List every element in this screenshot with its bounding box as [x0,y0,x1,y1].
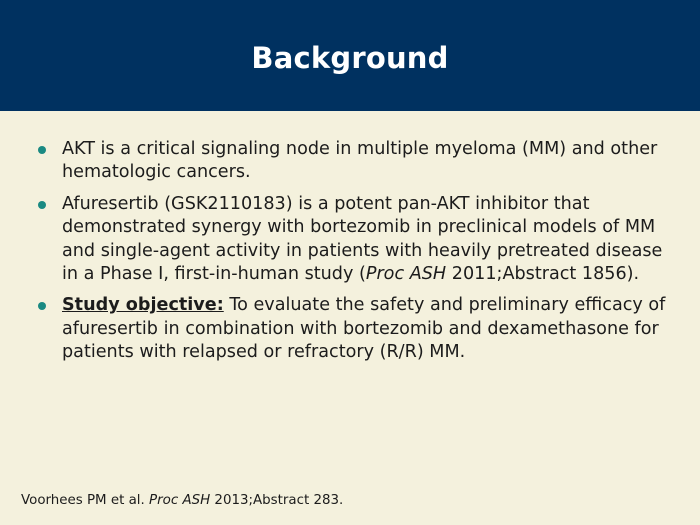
title-bar [0,0,700,111]
footnote [21,492,343,510]
slide-title: Background [251,41,449,75]
bullet-dot-icon [38,201,46,209]
bullet-dot-icon [38,146,46,154]
bullet-text: AKT is a critical signaling node in multiple myeloma (MM) and other hematologic cancers. [62,139,658,183]
bullet-dot-icon [38,302,46,310]
bullet-text: To evaluate the safety and preliminary efficacy of afuresertib in combination with bortezomib and dexamethasone for patients with relapsed or refractory (R/R) MM. [62,295,666,363]
footnote-journal: Proc ASH [149,493,211,508]
bullet-item-study-objective [34,294,674,364]
bullet-list [34,138,674,373]
footnote-details: 2013;Abstract 283. [210,493,344,508]
study-objective-label: Study objective: [62,295,224,316]
bullet-text: Afuresertib (GSK2110183) is a potent pan-AKT inhibitor that demonstrated synergy with bortezomib in preclinical models of MM and single-agent activity in patients with heavily pretreated disease in a Phase I, first-in-human study ( [62,193,663,285]
bullet-item-akt [34,138,674,185]
footnote-authors: Voorhees PM et al. [21,493,150,508]
citation-details: 2011;Abstract 1856). [446,264,640,285]
bullet-item-afuresertib [34,193,674,287]
citation-journal: Proc ASH [365,264,447,285]
